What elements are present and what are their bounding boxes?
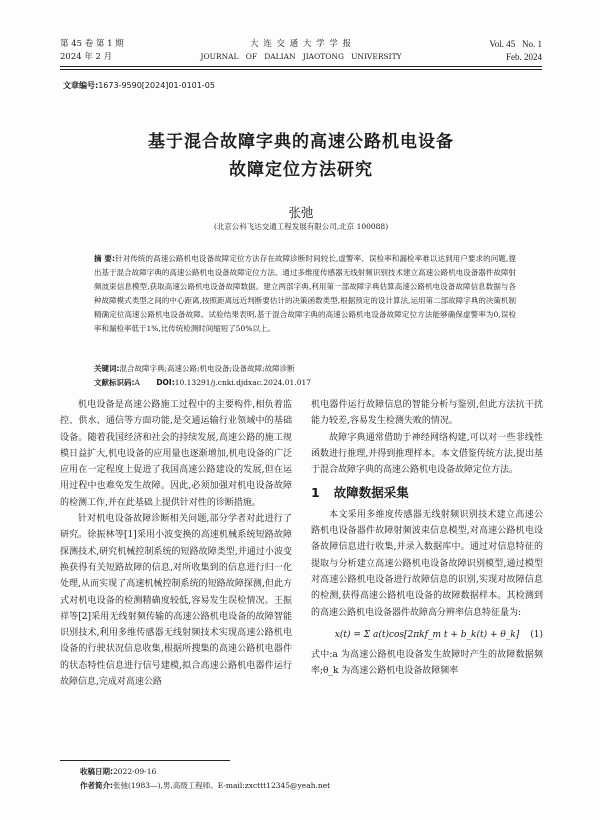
- author-info-label: 作者简介:: [80, 781, 113, 790]
- paper-title-line1: 基于混合故障字典的高速公路机电设备: [148, 132, 454, 152]
- section-heading-1: [311, 485, 543, 501]
- header-rule-thin: [60, 69, 542, 70]
- intro-paragraph-3: 机电器件运行故障信息的智能分析与鉴别,但此方法抗干扰能力较差,容易发生检测失败的情况。: [311, 400, 543, 427]
- paper-title-line2: 故障定位方法研究: [229, 160, 373, 180]
- doc-code-label: 文献标识码:: [94, 378, 135, 387]
- doc-code-value: A: [134, 378, 140, 387]
- received-date: 2022-09-16: [113, 767, 157, 776]
- article-number-value: 1673-9590[2024]01-0101-05: [98, 81, 215, 90]
- received-label: 收稿日期:: [80, 767, 113, 776]
- equation-1-body: x(t) = Σ a(t)cos[2πkf_m t + b_k(t) + θ_k]: [334, 629, 520, 640]
- abstract-text: 针对传统的高速公路机电设备故障定位方法存在故障诊断时间较长,虚警率、误检率和漏检率难以达到用户要求的问题,提出基于混合故障字典的高速公路机电设备故障定位方法。通过多维度传感器无线射频识别技术建立高速公路机电设备器件故障射频波束信息模型,获取高速公路机电设备故障数据。建立两部字典,利用第一部故障字典估算高速公路机电设备故障信息数据与各种故障模式类型之间的中心距离,按照距离远近判断要估计的决策函数类型,根据预定的设计算法,运用第二部故障字典的决策机制精确定位高速公路机电设备故障。试验结果表明,基于混合故障字典的高速公路机电设备故障定位方法能够确保虚警率为0,误检率和漏检率低于1%,比传统检测时间缩短了50%以上。: [94, 254, 516, 333]
- abstract: [94, 252, 516, 336]
- intro-paragraph-1: 机电设备是高速公路施工过程中的主要构件,相负着监控、供水、通信等方面功能,是交通运输行业领域中的基础设备。随着我国经济和社会的持续发展,高速公路的施工规模日益扩大,机电设备的应用量也逐渐增加,机电设备的广泛应用在一定程度上促进了我国高速公路建设的发展,但在运用过程中也难免发生故障。因此,必须加强对机电设备故障的检测工作,并在此基础上提供针对性的诊断措施。: [60, 400, 292, 508]
- equation-1-number: (1): [530, 629, 543, 640]
- doi-label: DOI:: [156, 378, 175, 387]
- section-title: 故障数据采集: [333, 485, 409, 501]
- equation-1: [311, 625, 543, 645]
- section-number: 1: [311, 485, 320, 501]
- footnote-author-info: [80, 780, 330, 792]
- author-name: 张弛: [288, 205, 314, 220]
- article-number-label: 文章编号:: [63, 81, 99, 90]
- footnote-received: [80, 766, 156, 778]
- section1-paragraph-2: 式中:a 为高速公路机电设备发生故障时产生的故障数据频率;θ_k 为高速公路机电设备故障频率: [311, 649, 543, 677]
- header-rule-thick: [60, 66, 542, 67]
- keywords: [94, 363, 516, 375]
- affiliation: (北京公科飞达交通工程发展有限公司,北京 100088): [213, 222, 389, 231]
- vol-no-en: Vol. 45 No. 1: [489, 39, 542, 49]
- classification-line: [94, 377, 516, 389]
- publication-date: 2024 年 2 月: [60, 52, 113, 62]
- section1-paragraph-1: 本文采用多维度传感器无线射频识别技术建立高速公路机电设备器件故障射频波束信息模型,对高速公路机电设备故障信息进行收集,并录入数据库中。通过对信息特征的提取与分析建立高速公路机电设备故障识别模型,通过模型对高速公路机电设备进行故障信息的识别,实现对故障信息的检测,获得高速公路机电设备的故障数据样本。其检测到的高速公路机电设备器件故障高分辨率信息特征量为:: [311, 509, 543, 618]
- journal-name-en: JOURNAL OF DALIAN JIAOTONG UNIVERSITY: [200, 52, 402, 61]
- intro-paragraph-4: 故障字典通常借助于神经网络构建,可以对一些非线性函数进行推理,并得到推理样本。本文借鉴传统方法,提出基于混合故障字典的高速公路机电设备故障定位方法。: [311, 432, 543, 476]
- footnote-rule: [60, 760, 230, 761]
- article-number: [63, 80, 215, 91]
- intro-paragraph-2: 针对机电设备故障诊断相关问题,部分学者对此进行了研究。徐振林等[1]采用小波变换的高速机械系统短路故障探测技术,研究机械控制系统的短路故障类型,并通过小波变换获得有关短路故障的信息,对所收集到的信息进行归一化处理,从而实现了高速机械控制系统的短路故障探测,但此方式对机电设备的检测精确度较低,容易发生误检情况。王振祥等[2]采用无线射频传输的高速公路机电设备的故障智能识别技术,利用多维传感器无线射频技术实现高速公路机电设备的行驶状况信息收集,根据所搜集的高速公路机电器件的状态特性信息进行信号建模,拟合高速公路机电器件运行故障信息,完成对高速公路: [60, 514, 292, 688]
- journal-name-cn: 大 连 交 通 大 学 学 报: [250, 39, 352, 49]
- doi-value: 10.13291/j.cnki.djdxac.2024.01.017: [174, 378, 312, 387]
- author-info-text: 张弛(1983—),男,高级工程师。E-mail:zxcttt12345@yeah.net: [113, 781, 331, 790]
- volume-issue: 第 45 卷 第 1 期: [60, 39, 124, 49]
- keywords-label: 关键词:: [94, 364, 120, 373]
- body-left-column: [60, 397, 292, 690]
- body-right-column: [311, 397, 543, 679]
- date-en: Feb. 2024: [506, 52, 542, 62]
- keywords-text: 混合故障字典;高速公路;机电设备;设备故障;故障诊断: [119, 364, 295, 373]
- abstract-label: 摘 要:: [94, 254, 115, 263]
